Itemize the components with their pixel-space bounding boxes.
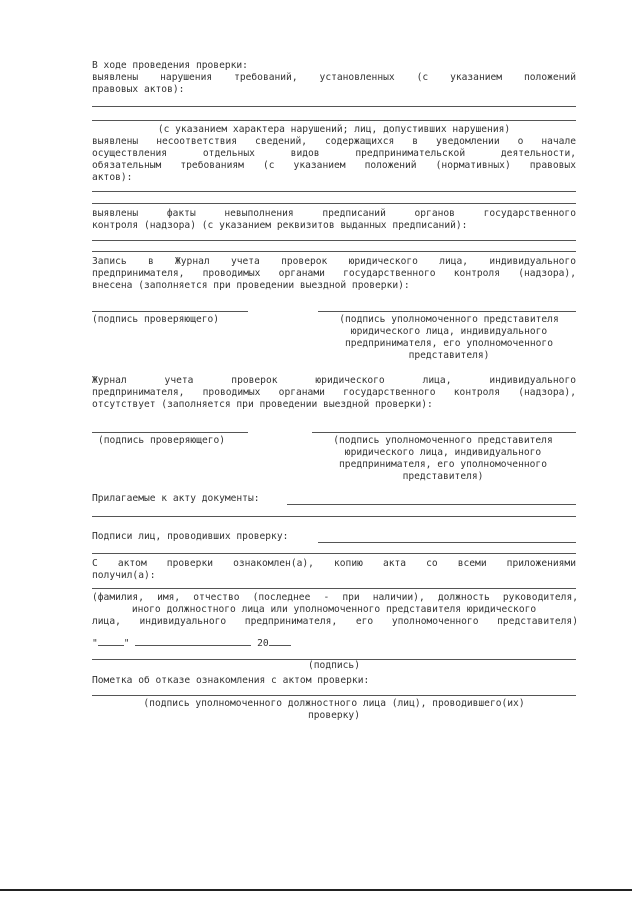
fill-line <box>92 695 576 696</box>
violations-caption: (с указанием характера нарушений; лиц, допустивших нарушения) <box>157 124 511 135</box>
intro-line-2: выявлены нарушения требований, установленных (с указанием положений <box>92 72 576 83</box>
refusal-caption-line-1: (подпись уполномоченного должностного лица (лиц), проводившего(их) <box>143 698 525 709</box>
inspector-signature-caption: (подпись проверяющего) <box>98 435 226 446</box>
representative-signature-caption-2: юридического лица, индивидуального <box>344 447 542 458</box>
name-caption-line-3: лица, индивидуального предпринимателя, его уполномоченного представителя) <box>92 616 578 627</box>
name-caption-line-2: иного должностного лица или уполномоченного представителя юридического <box>131 604 537 615</box>
inconsistency-line-3: обязательным требованиям (с указанием положений (нормативных) правовых <box>92 160 576 171</box>
date-line <box>92 636 291 650</box>
fill-line <box>92 106 576 107</box>
refusal-caption-line-2: проверку) <box>308 710 360 721</box>
date-open-quote: " <box>92 638 98 649</box>
attachments-fill-line <box>287 504 576 505</box>
representative-signature-caption-4: представителя) <box>402 471 484 482</box>
journal-absent-line-2: предпринимателя, проводимых органами государственного контроля (надзора), <box>92 387 576 398</box>
fill-line <box>92 240 576 241</box>
fill-line <box>92 191 576 192</box>
signature-caption: (подпись) <box>308 660 360 671</box>
date-month-blank <box>135 636 251 646</box>
fill-line <box>92 553 576 554</box>
representative-signature-caption-1: (подпись уполномоченного представителя <box>333 435 553 446</box>
journal-entry-line-3: внесена (заполняется при проведении выездной проверки): <box>92 280 410 291</box>
attachments-label: Прилагаемые к акту документы: <box>92 493 260 504</box>
inspector-signature-caption: (подпись проверяющего) <box>92 314 220 325</box>
intro-line-3: правовых актов): <box>92 84 185 95</box>
representative-signature-caption-2: юридического лица, индивидуального <box>350 326 548 337</box>
signers-label: Подписи лиц, проводивших проверку: <box>92 531 289 542</box>
journal-entry-line-1: Запись в Журнал учета проверок юридического лица, индивидуального <box>92 256 576 267</box>
representative-signature-caption-3: предпринимателя, его уполномоченного <box>339 459 547 470</box>
fill-line <box>92 251 576 252</box>
journal-entry-line-2: предпринимателя, проводимых органами государственного контроля (надзора), <box>92 268 576 279</box>
representative-signature-caption-4: представителя) <box>408 350 490 361</box>
representative-signature-caption-1: (подпись уполномоченного представителя <box>339 314 559 325</box>
date-year-prefix: 20 <box>257 638 269 649</box>
journal-absent-line-1: Журнал учета проверок юридического лица, индивидуального <box>92 375 576 386</box>
page-bottom-border <box>0 889 632 891</box>
signature-line <box>92 432 248 433</box>
date-close-quote: " <box>123 638 130 649</box>
signature-line <box>312 432 576 433</box>
fill-line <box>92 588 576 589</box>
date-day-blank <box>98 636 124 646</box>
acknowledged-line-2: получил(а): <box>92 570 156 581</box>
intro-line-1: В ходе проведения проверки: <box>92 60 248 71</box>
fill-line <box>92 203 576 204</box>
journal-absent-line-3: отсутствует (заполняется при проведении выездной проверки): <box>92 399 433 410</box>
refusal-label: Пометка об отказе ознакомления с актом проверки: <box>92 675 370 686</box>
representative-signature-caption-3: предпринимателя, его уполномоченного <box>345 338 553 349</box>
fill-line <box>92 120 576 121</box>
date-year-blank <box>269 636 291 646</box>
signers-fill-line <box>318 542 576 543</box>
inconsistency-line-1: выявлены несоответствия сведений, содержащихся в уведомлении о начале <box>92 136 576 147</box>
inconsistency-line-2: осуществления отдельных видов предпринимательской деятельности, <box>92 148 576 159</box>
acknowledged-line-1: С актом проверки ознакомлен(а), копию акта со всеми приложениями <box>92 558 576 569</box>
orders-line-2: контроля (надзора) (с указанием реквизитов выданных предписаний): <box>92 220 468 231</box>
name-caption-line-1: (фамилия, имя, отчество (последнее - при наличии), должность руководителя, <box>92 592 578 603</box>
orders-line-1: выявлены факты невыполнения предписаний органов государственного <box>92 208 576 219</box>
fill-line <box>92 516 576 517</box>
inconsistency-line-4: актов): <box>92 172 133 183</box>
signature-line <box>92 311 248 312</box>
signature-line <box>318 311 576 312</box>
